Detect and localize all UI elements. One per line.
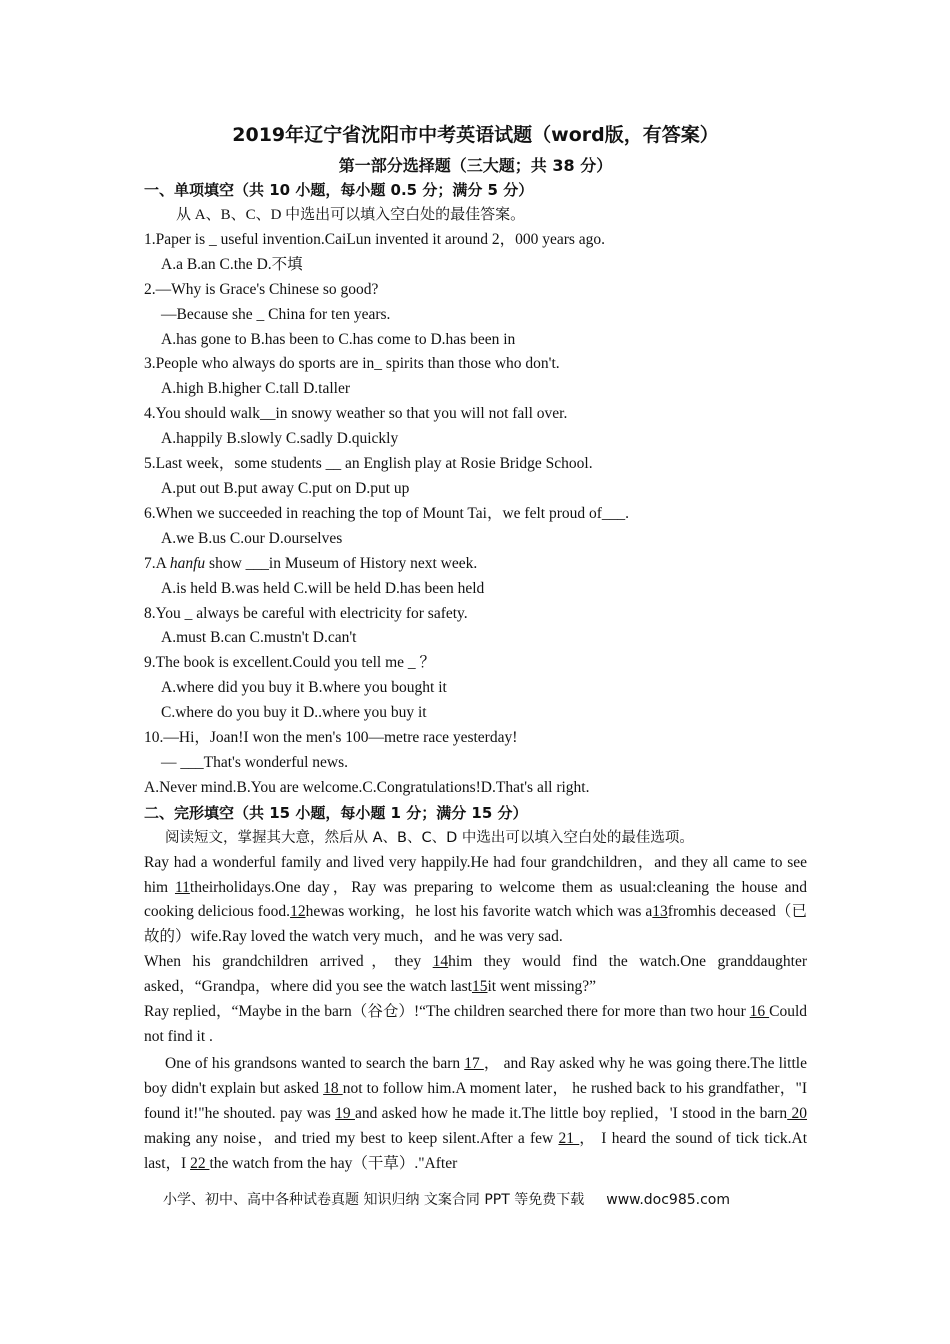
q10-stem: 10.—Hi，Joan!I won the men's 100—metre race yesterday!	[144, 729, 518, 747]
passage-text: One of his grandsons wanted to search the barn	[165, 1054, 465, 1072]
q10-options: A.Never mind.B.You are welcome.C.Congratulations!D.That's all right.	[144, 778, 590, 796]
passage-text: and asked how he made it.The little boy replied，'I stood in the barn	[354, 1104, 788, 1122]
document-page	[144, 122, 807, 1176]
passage-text: making any noise，and tried my best to keep silent.After a few	[144, 1129, 559, 1147]
blank-19: 19	[335, 1104, 355, 1122]
blank-15: 15	[471, 978, 488, 996]
q2-line2: —Because she _ China for ten years.	[161, 305, 391, 323]
passage-text: the watch from the hay（干草）."After	[209, 1154, 458, 1172]
q8-stem: 8.You _ always be careful with electricity for safety.	[144, 604, 468, 622]
passage-paragraph-4	[144, 1052, 807, 1177]
passage-text: theirholidays.One day，Ray was preparing to welcome them as usual:cleaning the house and cooking delicious food.	[144, 878, 807, 921]
passage-text: it went missing?”	[487, 978, 596, 996]
q2-options: A.has gone to B.has been to C.has come to D.has been in	[161, 330, 516, 348]
q6-options: A.we B.us C.our D.ourselves	[161, 529, 343, 547]
blank-16: 16	[749, 1003, 770, 1021]
part1-title: 第一部分选择题（三大题；共 38 分）	[338, 156, 613, 175]
q4-stem: 4.You should walk__in snowy weather so that you will not fall over.	[144, 405, 568, 423]
blank-12: 12	[290, 903, 306, 921]
q7-stem-italic: hanfu	[169, 554, 206, 572]
q9-stem: 9.The book is excellent.Could you tell me _ ？	[144, 654, 436, 672]
passage-text: fromhis deceased（已故的）wife.Ray loved the watch very much，and he was very sad.	[144, 903, 807, 946]
q4-options: A.happily B.slowly C.sadly D.quickly	[161, 430, 399, 448]
q7-options: A.is held B.was held C.will be held D.has been held	[161, 579, 485, 597]
passage-text: Ray replied，“Maybe in the barn（谷仓）!“The children searched there for more than two hour	[144, 1003, 750, 1021]
blank-14: 14	[432, 953, 449, 971]
blank-18: 18	[323, 1079, 343, 1097]
q3-stem: 3.People who always do sports are in_ spirits than those who don't.	[144, 355, 560, 373]
q3-options: A.high B.higher C.tall D.taller	[161, 380, 350, 398]
passage-text: ， and Ray asked why he was going there.The little boy didn't explain but asked	[144, 1054, 807, 1097]
passage-text: Ray had a wonderful family and lived very happily.He had four grandchildren，and they all came to see him	[144, 853, 807, 896]
q9-options-2: C.where do you buy it D..where you buy it	[161, 704, 427, 722]
section2-heading: 二、完形填空（共 15 小题，每小题 1 分；满分 15 分）	[144, 803, 528, 822]
passage-paragraph-1	[144, 851, 807, 951]
passage-text: When his grandchildren arrived，they	[144, 953, 433, 971]
q5-stem: 5.Last week，some students __ an English play at Rosie Bridge School.	[144, 455, 593, 473]
blank-11: 11	[174, 878, 190, 896]
q5-options: A.put out B.put away C.put on D.put up	[161, 479, 410, 497]
q1-stem: 1.Paper is _ useful invention.CaiLun invented it around 2，000 years ago.	[144, 230, 606, 248]
blank-21: 21	[558, 1129, 580, 1147]
q8-options: A.must B.can C.mustn't D.can't	[161, 629, 357, 647]
q7-stem-post: show ___in Museum of History next week.	[205, 554, 478, 572]
footer-site-link[interactable]: www.doc985.com	[606, 1192, 730, 1208]
passage-text: hewas working，he lost his favorite watch which was a	[305, 903, 653, 921]
passage-paragraph-2	[144, 950, 807, 1000]
blank-17: 17	[464, 1054, 484, 1072]
q6-stem: 6.When we succeeded in reaching the top of Mount Tai，we felt proud of___.	[144, 504, 630, 522]
q7-stem	[144, 552, 807, 577]
blank-13: 13	[652, 903, 668, 921]
passage-text: Could not find it .	[144, 1003, 808, 1045]
document-title: 2019年辽宁省沈阳市中考英语试题（word版，有答案）	[232, 124, 719, 146]
q9-options-1: A.where did you buy it B.where you bought it	[161, 679, 447, 697]
section1-heading: 一、单项填空（共 10 小题，每小题 0.5 分；满分 5 分）	[144, 181, 534, 199]
blank-20: 20	[787, 1104, 807, 1122]
blank-22: 22	[190, 1154, 210, 1172]
q7-stem-pre: 7.A	[144, 554, 170, 572]
footer-text: 小学、初中、高中各种试卷真题 知识归纳 文案合同 PPT 等免费下载	[163, 1192, 585, 1208]
passage-text: him they would find the watch.One granddaughter asked，“Grandpa，where did you see the watch last	[144, 953, 807, 996]
section1-instruction: 从 A、B、C、D 中选出可以填入空白处的最佳答案。	[176, 207, 526, 223]
passage-paragraph-3	[144, 1000, 807, 1050]
q2-stem: 2.—Why is Grace's Chinese so good?	[144, 280, 379, 298]
q1-options: A.a B.an C.the D.不填	[161, 255, 303, 273]
q10-line2: — ___That's wonderful news.	[161, 753, 349, 771]
passage-text: not to follow him.A moment later， he rushed back to his grandfather，"I found it!"he shouted. pay was	[144, 1079, 807, 1122]
page-footer	[163, 1189, 803, 1209]
section2-instruction: 阅读短文，掌握其大意，然后从 A、B、C、D 中选出可以填入空白处的最佳选项。	[165, 829, 694, 846]
passage-text: ， I heard the sound of tick tick.At last，I	[144, 1129, 808, 1172]
